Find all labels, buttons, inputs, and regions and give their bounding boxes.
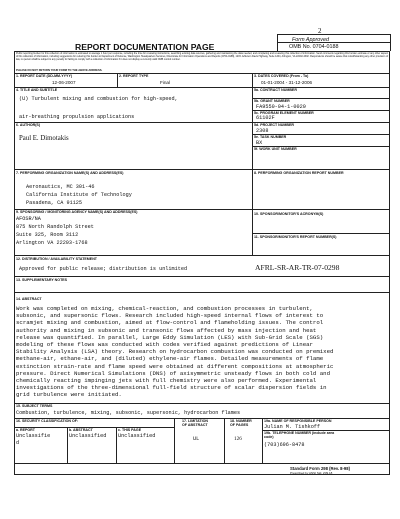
distribution-label: 12. DISTRIBUTION / AVAILABILITY STATEMENT [16,257,97,261]
abstract-line: Work was completed on mixing, chemical-reaction, and combustion processes in turbulent, [16,305,313,312]
responsible-person-value: Julian M. Tishkoff [264,424,321,430]
abstract-line: release was quantified. In parallel, Large Eddy Simulation (LES) with Sub-Grid Scale (SGS) [16,333,324,341]
subject-terms-value: Combustion, turbulence, mixing, subsonic, supersonic, hydrocarbon flames [16,410,241,416]
abstract-line: chemically reacting impinging jets with full chemistry were also performed. Experimental [16,377,317,385]
abstract-line: modeling of these flows was conducted with codes verified against predictions of Linear [16,341,313,349]
standard-form: Standard Form 298 (Rev. 8-98) [290,466,350,471]
task-number-value: BX [256,140,263,146]
form-approved-label: Form Approved [292,37,329,43]
limitation-label-2: OF ABSTRACT [182,423,208,427]
abstract-text [16,305,388,399]
abstract-line: scramjet mixing and combustion, aimed at flow-control and flameholding issues. The control [16,319,324,327]
report-type-value: Final [160,80,170,85]
sponsoring-agency-line-4: Arlington VA 22203-1768 [16,240,88,246]
report-classification-line-1: Unclassifie [16,433,51,439]
afrl-report-number: AFRL-SR-AR-TR-07-0298 [255,263,340,272]
this-page-classification-label: c. THIS PAGE [118,428,142,432]
number-of-pages-value: 126 [234,436,242,442]
subject-terms-label: 15. SUBJECT TERMS [16,404,53,408]
this-page-classification-value: Unclassified [118,433,156,439]
performing-org-line-2: California Institute of Technology [26,192,132,198]
performing-org-line-3: Pasadena, CA 91125 [26,200,83,206]
page-number: 2 [318,27,322,35]
security-classification-label: 16. SECURITY CLASSIFICATION OF: [16,419,79,423]
abstract-line: subsonic, and supersonic flows. Research included high-speed internal flows of interest to [16,312,324,320]
sponsoring-agency-line-2: 875 North Randolph Street [16,224,94,230]
report-date-value: 12-06-2007 [52,80,76,85]
telephone-label-2: code) [264,435,274,439]
sponsor-report-label: 11. SPONSOR/MONITOR'S REPORT NUMBER(S) [254,235,337,239]
abstract-line: investigations of the three-dimensional full-field structure of scalar dispersion fields in [16,384,327,392]
number-of-pages-label-1: 18. NUMBER [230,419,252,423]
abstract-line: extinction strain-rate and flame speed were obtained at different compositions at atmospheric [16,362,334,370]
burden-warning: PLEASE DO NOT RETURN YOUR FORM TO THE ABOVE ADDRESS. [16,69,103,72]
abstract-line: authority and mixing in subsonic and transonic flows affected by mass injection and heat [16,326,317,334]
title-line-1: (U) Turbulent mixing and combustion for high-speed, [19,96,178,102]
dates-covered-label: 3. DATES COVERED (From - To) [254,74,309,78]
distribution-value: Approved for public release; distribution is unlimited [19,266,188,272]
telephone-label-1: 19b. TELEPHONE NUMBER (include area [264,431,335,435]
performing-org-label: 7. PERFORMING ORGANIZATION NAME(S) AND ADDRESS(ES) [16,171,124,175]
form-title: REPORT DOCUMENTATION PAGE [75,42,215,52]
project-number-value: 2308 [256,128,269,134]
limitation-value: UL [193,436,200,442]
project-number-label: 5d. PROJECT NUMBER [254,123,294,127]
telephone-value: (703)696-8478 [264,442,305,448]
grant-number-value: FA9550-04-1-0020 [256,104,306,110]
abstract-line: pressure. Direct Numerical Simulations (DNS) of axisymmetric unsteady flows in both cold and [16,369,331,377]
sponsor-acronym-label: 10. SPONSOR/MONITOR'S ACRONYM(S) [254,212,324,216]
abstract-classification-label: b. ABSTRACT [69,428,93,432]
report-classification-label: a. REPORT [16,428,35,432]
report-type-label: 2. REPORT TYPE [119,74,149,78]
limitation-label-1: 17. LIMITATION [182,419,209,423]
burden-notice: Public reporting burden for this collection of information is estimated to average 1 hour per response, including the time for reviewing instructions, searching existing data sources, gathering and maintaining the data needed, and completing and reviewing this collection of information. Send comments regarding this burden estimate or any other aspect of this collection of information, including suggestions for reducing this burden to Department of Defense, Washington Headquarters Services, Directorate for Information Operations and Reports (0704-0188), 1215 Jefferson Davis Highway, Suite 1204, Arlington, VA 22202-4302. Respondents should be aware that notwithstanding any other provision of law, no person shall be subject to any penalty for failing to comply with a collection of information if it does not display a currently valid OMB control number. [16,52,388,61]
program-element-label: 5c. PROGRAM ELEMENT NUMBER [254,111,314,115]
title-line-2: air-breathing propulsion applications [19,114,135,120]
abstract-line: methane-air, ethane-air, and (diluted) ethylene-air flames. Detailed measurements of flame [16,355,324,363]
abstract-line: Stability Analysis (LSA) theory. Research on hydrocarbon combustion was conducted on premixed [16,348,334,356]
author-name: Paul E. Dimotakis [19,135,69,142]
task-number-label: 5e. TASK NUMBER [254,135,287,139]
dates-covered-value: 01-01-2004 - 31-12-2006 [261,80,313,85]
report-classification-line-2: d [16,440,20,446]
title-label: 4. TITLE AND SUBTITLE [16,88,58,92]
sponsoring-agency-line-3: Suite 325, Room 3112 [16,232,79,238]
sponsoring-agency-line-1: AFOSR/NA [16,216,41,222]
program-element-value: 61102F [256,115,275,121]
abstract-label: 14. ABSTRACT [16,297,42,301]
work-unit-label: 5f. WORK UNIT NUMBER [254,147,297,151]
contract-number-label: 5a. CONTRACT NUMBER [254,88,297,92]
grant-number-label: 5b. GRANT NUMBER [254,99,290,103]
abstract-classification-value: Unclassified [69,433,107,439]
performing-org-line-1: Aeronautics, MC 301-46 [26,184,95,190]
supplementary-notes-label: 13. SUPPLEMENTARY NOTES [16,278,68,282]
performing-org-report-label: 8. PERFORMING ORGANIZATION REPORT NUMBER [254,171,344,175]
responsible-person-label: 19a. NAME OF RESPONSIBLE PERSON [264,419,332,423]
omb-number: OMB No. 0704-0188 [289,44,339,50]
abstract-line: grid turbulence were initiated. [16,391,122,399]
number-of-pages-label-2: OF PAGES [230,423,249,427]
prescribed-by: Prescribed by ANSI Std. Z39.18 [290,471,333,475]
authors-label: 6. AUTHOR(S) [16,123,41,127]
sponsoring-agency-label: 9. SPONSORING / MONITORING AGENCY NAME(S) AND ADDRESS(ES) [16,210,138,214]
report-date-label: 1. REPORT DATE (DD-MM-YYYY) [16,74,73,78]
